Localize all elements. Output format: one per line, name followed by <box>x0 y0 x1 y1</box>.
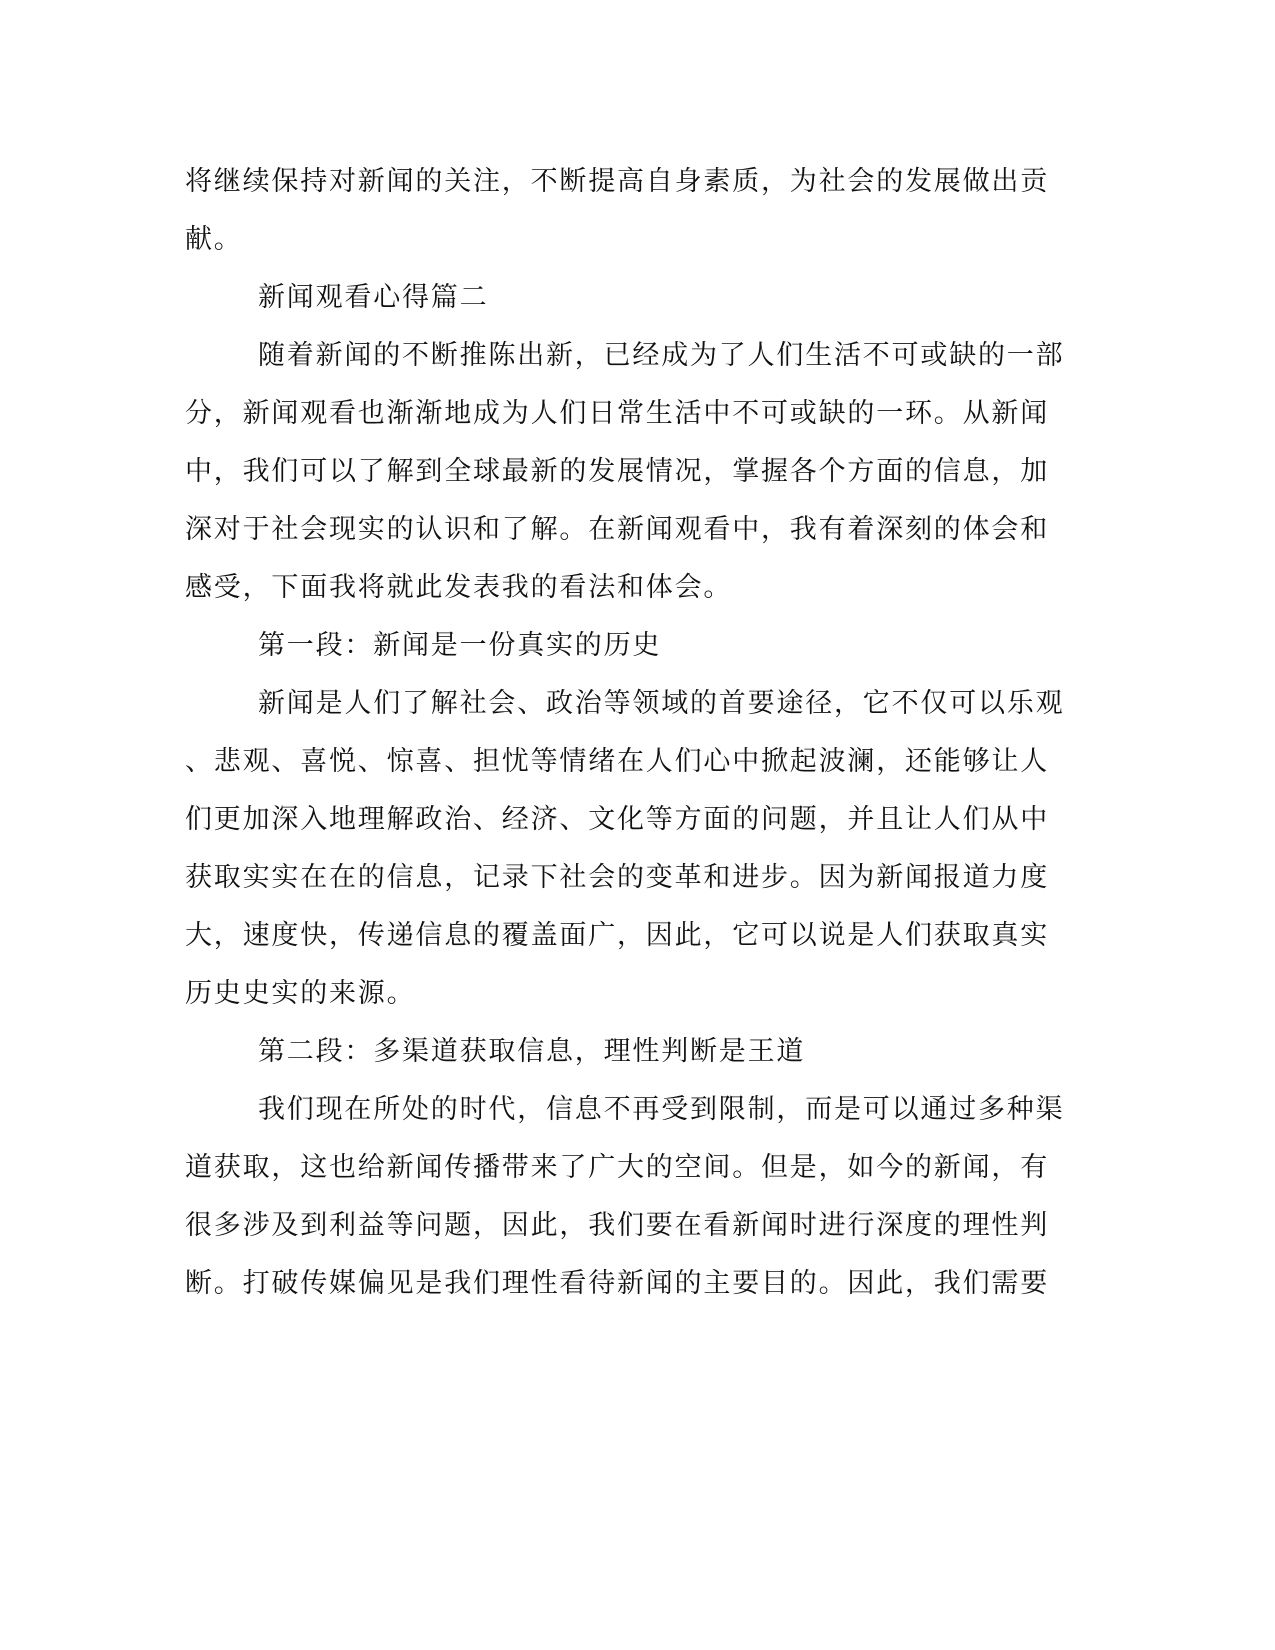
text-line: 很多涉及到利益等问题，因此，我们要在看新闻时进行深度的理性判 <box>185 1210 1049 1241</box>
text-line: 中，我们可以了解到全球最新的发展情况，掌握各个方面的信息，加 <box>185 456 1049 487</box>
text-line: 获取实实在在的信息，记录下社会的变革和进步。因为新闻报道力度 <box>185 862 1049 893</box>
text-line: 感受，下面我将就此发表我的看法和体会。 <box>185 572 733 603</box>
text-line: 道获取，这也给新闻传播带来了广大的空间。但是，如今的新闻，有 <box>185 1152 1049 1183</box>
text-line: 献。 <box>185 224 243 255</box>
text-line: 深对于社会现实的认识和了解。在新闻观看中，我有着深刻的体会和 <box>185 514 1049 545</box>
text-line: 历史史实的来源。 <box>185 978 416 1009</box>
paragraph-heading: 第一段：新闻是一份真实的历史 <box>258 630 662 661</box>
text-line: 分，新闻观看也渐渐地成为人们日常生活中不可或缺的一环。从新闻 <box>185 398 1049 429</box>
text-line: 新闻是人们了解社会、政治等领域的首要途径，它不仅可以乐观 <box>258 688 1065 719</box>
text-line: 们更加深入地理解政治、经济、文化等方面的问题，并且让人们从中 <box>185 804 1049 835</box>
text-line: 大，速度快，传递信息的覆盖面广，因此，它可以说是人们获取真实 <box>185 920 1049 951</box>
text-line: 我们现在所处的时代，信息不再受到限制，而是可以通过多种渠 <box>258 1094 1065 1125</box>
text-line: 将继续保持对新闻的关注，不断提高自身素质，为社会的发展做出贡 <box>185 166 1049 197</box>
section-heading: 新闻观看心得篇二 <box>258 282 489 313</box>
text-line: 、悲观、喜悦、惊喜、担忧等情绪在人们心中掀起波澜，还能够让人 <box>185 746 1049 777</box>
text-line: 随着新闻的不断推陈出新，已经成为了人们生活不可或缺的一部 <box>258 340 1065 371</box>
text-line: 断。打破传媒偏见是我们理性看待新闻的主要目的。因此，我们需要 <box>185 1268 1049 1299</box>
paragraph-heading: 第二段：多渠道获取信息，理性判断是王道 <box>258 1036 806 1067</box>
